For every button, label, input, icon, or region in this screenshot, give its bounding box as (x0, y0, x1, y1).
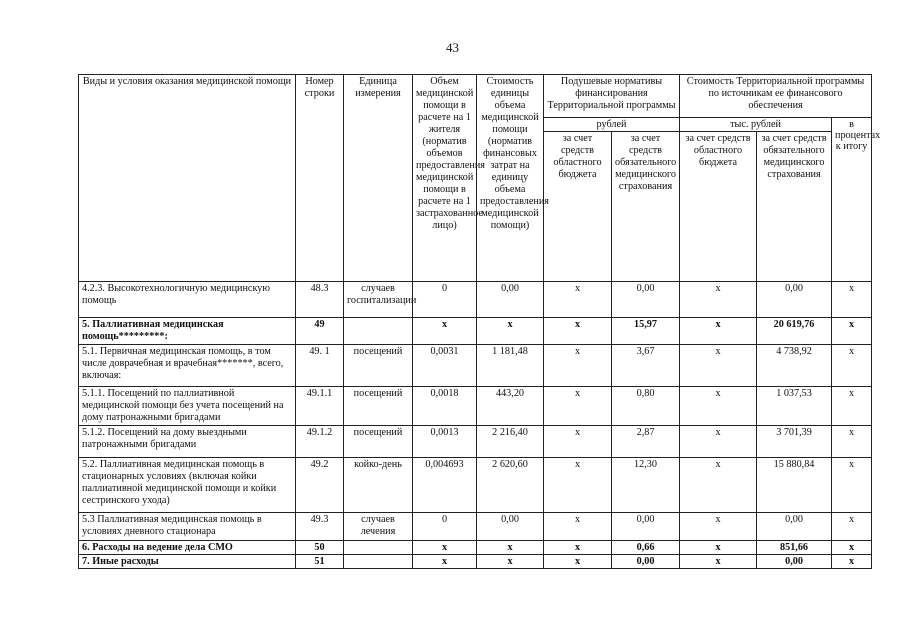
header-unit-thousand-rub: тыс. рублей (680, 118, 832, 132)
row-volume: х (413, 555, 477, 569)
row-norm-regional: х (544, 426, 612, 458)
table-body (79, 282, 872, 569)
row-unit (344, 318, 413, 345)
row-volume: 0,0013 (413, 426, 477, 458)
row-norm-regional: х (544, 458, 612, 513)
header-volume: Объем медицинской помощи в расчете на 1 жителя (норматив объемов предоставления медицинской помощи в расчете на 1 застрахованное лицо) (413, 75, 477, 282)
row-norm-oms: 15,97 (612, 318, 680, 345)
table-row (79, 555, 872, 569)
row-volume: 0 (413, 513, 477, 541)
row-norm-oms: 0,80 (612, 387, 680, 426)
row-norm-regional: х (544, 345, 612, 387)
row-name: 5.1.2. Посещений на дому выездными патронажными бригадами (79, 426, 296, 458)
row-volume: х (413, 541, 477, 555)
row-cost-regional: х (680, 426, 757, 458)
header-unit: Единица измерения (344, 75, 413, 282)
header-oms-2: за счет средств обязательного медицинского страхования (757, 132, 832, 282)
table-row (79, 458, 872, 513)
row-norm-regional: х (544, 318, 612, 345)
row-cost: 2 216,40 (477, 426, 544, 458)
row-number: 51 (296, 555, 344, 569)
row-name: 4.2.3. Высокотехнологичную медицинскую помощь (79, 282, 296, 318)
header-oms: за счет средств обязательного медицинского страхования (612, 132, 680, 282)
row-norm-oms: 0,00 (612, 555, 680, 569)
row-norm-regional: х (544, 387, 612, 426)
row-cost-regional: х (680, 541, 757, 555)
table-row (79, 426, 872, 458)
row-unit: посещений (344, 426, 413, 458)
row-percent: х (832, 426, 872, 458)
row-volume: 0,0018 (413, 387, 477, 426)
row-volume: 0,004693 (413, 458, 477, 513)
header-name: Виды и условия оказания медицинской помощи (79, 75, 296, 282)
row-cost-regional: х (680, 458, 757, 513)
row-percent: х (832, 387, 872, 426)
row-volume: 0,0031 (413, 345, 477, 387)
row-name: 7. Иные расходы (79, 555, 296, 569)
header-program-cost: Стоимость Территориальной программы по источникам ее финансового обеспечения (680, 75, 872, 118)
row-cost-regional: х (680, 555, 757, 569)
row-unit: койко-день (344, 458, 413, 513)
row-number: 49.3 (296, 513, 344, 541)
row-unit: случаев лечения (344, 513, 413, 541)
row-unit: посещений (344, 345, 413, 387)
row-cost: 1 181,48 (477, 345, 544, 387)
row-volume: 0 (413, 282, 477, 318)
row-cost-regional: х (680, 282, 757, 318)
row-norm-oms: 2,87 (612, 426, 680, 458)
header-per-capita-norms: Подушевые нормативы финансирования Территориальной программы (544, 75, 680, 118)
row-percent: х (832, 541, 872, 555)
row-cost: х (477, 318, 544, 345)
row-number: 49. 1 (296, 345, 344, 387)
page-number: 43 (446, 40, 459, 55)
row-name: 5.1.1. Посещений по паллиативной медицинской помощи без учета посещений на дому патронажными бригадами (79, 387, 296, 426)
row-name: 5.3 Паллиативная медицинская помощь в условиях дневного стационара (79, 513, 296, 541)
table-row (79, 345, 872, 387)
row-percent: х (832, 555, 872, 569)
row-norm-regional: х (544, 541, 612, 555)
row-unit: случаев госпитализации (344, 282, 413, 318)
row-cost-regional: х (680, 513, 757, 541)
row-number: 49.1.1 (296, 387, 344, 426)
header-regional-budget: за счет средств областного бюджета (544, 132, 612, 282)
header-unit-cost: Стоимость единицы объема медицинской помощи (норматив финансовых затрат на единицу объема предоставления медицинской помощи) (477, 75, 544, 282)
row-cost-oms: 0,00 (757, 513, 832, 541)
table-row (79, 541, 872, 555)
table-row (79, 387, 872, 426)
row-cost-oms: 15 880,84 (757, 458, 832, 513)
row-cost-oms: 1 037,53 (757, 387, 832, 426)
row-number: 49.2 (296, 458, 344, 513)
row-norm-oms: 0,00 (612, 513, 680, 541)
row-name: 6. Расходы на ведение дела СМО (79, 541, 296, 555)
row-cost-oms: 20 619,76 (757, 318, 832, 345)
row-cost-regional: х (680, 345, 757, 387)
row-number: 50 (296, 541, 344, 555)
row-cost-regional: х (680, 387, 757, 426)
row-cost: 443,20 (477, 387, 544, 426)
row-volume: х (413, 318, 477, 345)
row-cost-regional: х (680, 318, 757, 345)
header-row-number: Номер строки (296, 75, 344, 282)
row-number: 49.1.2 (296, 426, 344, 458)
row-cost: 0,00 (477, 282, 544, 318)
table-row (79, 513, 872, 541)
row-norm-oms: 0,00 (612, 282, 680, 318)
table-row (79, 282, 872, 318)
row-cost-oms: 851,66 (757, 541, 832, 555)
header-regional-budget-2: за счет средств областного бюджета (680, 132, 757, 282)
row-cost: х (477, 541, 544, 555)
row-cost-oms: 0,00 (757, 282, 832, 318)
row-percent: х (832, 513, 872, 541)
financing-table (78, 74, 881, 569)
row-unit (344, 555, 413, 569)
row-cost-oms: 0,00 (757, 555, 832, 569)
table-row (79, 318, 872, 345)
row-name: 5.1. Первичная медицинская помощь, в том числе доврачебная и врачебная*******, всего, включая: (79, 345, 296, 387)
row-percent: х (832, 458, 872, 513)
row-unit: посещений (344, 387, 413, 426)
row-cost-oms: 3 701,39 (757, 426, 832, 458)
row-unit (344, 541, 413, 555)
row-percent: х (832, 318, 872, 345)
row-number: 49 (296, 318, 344, 345)
row-name: 5.2. Паллиативная медицинская помощь в стационарных условиях (включая койки паллиативной медицинской помощи и койки сестринского ухода) (79, 458, 296, 513)
row-norm-regional: х (544, 282, 612, 318)
row-number: 48.3 (296, 282, 344, 318)
header-unit-rub: рублей (544, 118, 680, 132)
row-cost: 2 620,60 (477, 458, 544, 513)
header-percent: в процентах к итогу (832, 118, 872, 282)
row-cost-oms: 4 738,92 (757, 345, 832, 387)
row-percent: х (832, 282, 872, 318)
row-cost: 0,00 (477, 513, 544, 541)
row-cost: х (477, 555, 544, 569)
row-norm-oms: 12,30 (612, 458, 680, 513)
row-name: 5. Паллиативная медицинская помощь*********: (79, 318, 296, 345)
table-header (79, 75, 881, 282)
row-norm-regional: х (544, 513, 612, 541)
row-percent: х (832, 345, 872, 387)
row-norm-oms: 0,66 (612, 541, 680, 555)
row-norm-oms: 3,67 (612, 345, 680, 387)
row-norm-regional: х (544, 555, 612, 569)
